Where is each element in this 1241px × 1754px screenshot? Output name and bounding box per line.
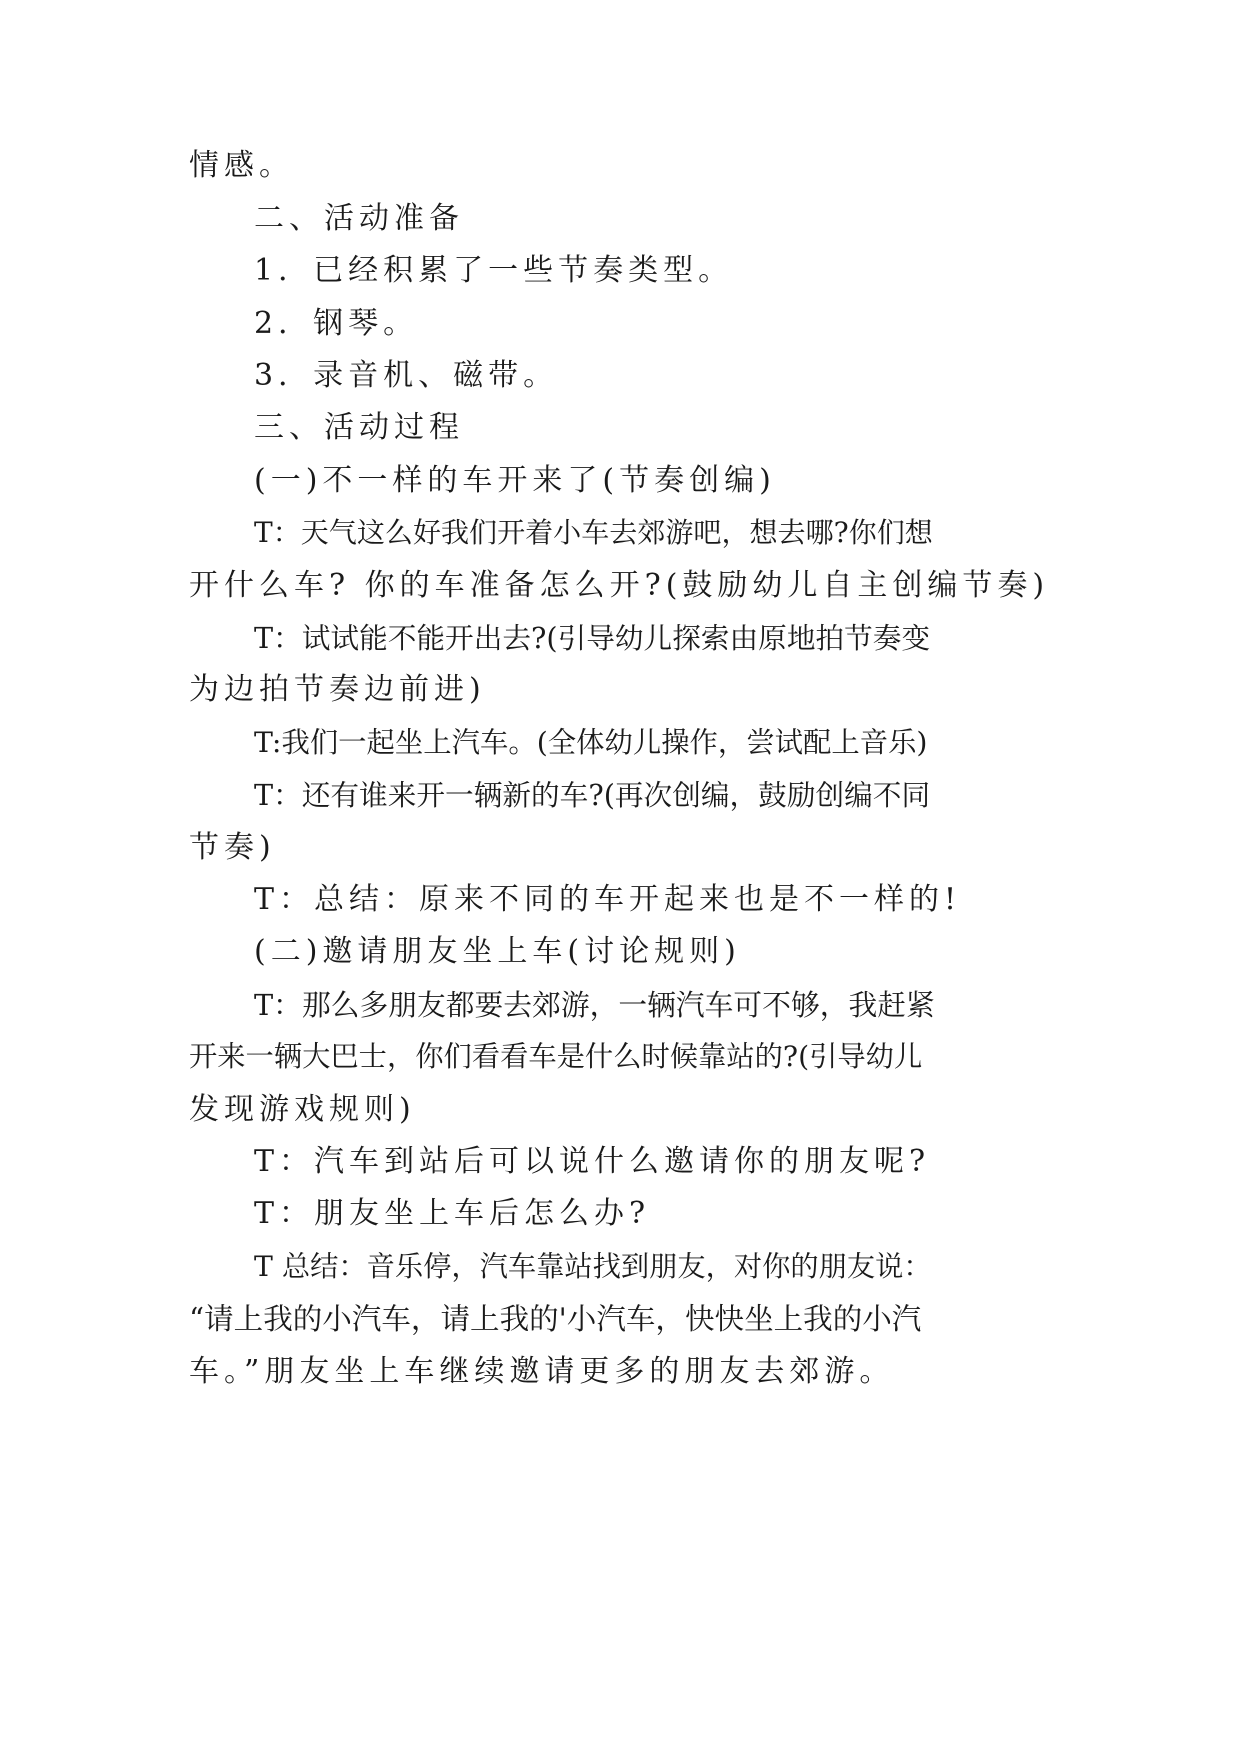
- section-heading: 二、活动准备: [254, 201, 464, 236]
- list-item: 2．钢琴。: [254, 306, 419, 341]
- text-line: 开来一辆大巴士，你们看看车是什么时候靠站的?(引导幼儿: [189, 1040, 923, 1073]
- text-line: “请上我的小汽车，请上我的'小汽车，快快坐上我的小汽: [189, 1302, 922, 1336]
- text-line: T：汽车到站后可以说什么邀请你的朋友呢?: [254, 1144, 931, 1179]
- text-line: T:我们一起坐上汽车。(全体幼儿操作，尝试配上音乐): [254, 726, 928, 759]
- text-line: 发现游戏规则): [189, 1092, 416, 1127]
- text-line: 为边拍节奏边前进): [189, 672, 486, 707]
- section-heading: 三、活动过程: [254, 410, 464, 445]
- text-line: T：天气这么好我们开着小车去郊游吧，想去哪?你们想: [254, 516, 933, 549]
- text-line: 开什么车? 你的车准备怎么开?(鼓励幼儿自主创编节奏): [189, 568, 1050, 603]
- subsection-heading: (二)邀请朋友坐上车(讨论规则): [254, 934, 741, 969]
- list-item: 1．已经积累了一些节奏类型。: [254, 253, 734, 288]
- text-line: T：还有谁来开一辆新的车?(再次创编，鼓励创编不同: [254, 778, 931, 812]
- text-line: 车。”朋友坐上车继续邀请更多的朋友去郊游。: [189, 1354, 895, 1389]
- subsection-heading: (一)不一样的车开来了(节奏创编): [254, 463, 776, 498]
- list-item: 3．录音机、磁带。: [254, 358, 559, 393]
- text-line: T：那么多朋友都要去郊游，一辆汽车可不够，我赶紧: [254, 988, 935, 1022]
- text-line: 节奏): [189, 830, 276, 865]
- text-line: T：总结：原来不同的车开起来也是不一样的!: [254, 882, 962, 917]
- text-line: T：试试能不能开出去?(引导幼儿探索由原地拍节奏变: [254, 621, 931, 655]
- text-line: 情感。: [189, 148, 294, 183]
- text-line: T 总结：音乐停，汽车靠站找到朋友，对你的朋友说：: [254, 1250, 932, 1283]
- text-line: T：朋友坐上车后怎么办?: [254, 1196, 651, 1231]
